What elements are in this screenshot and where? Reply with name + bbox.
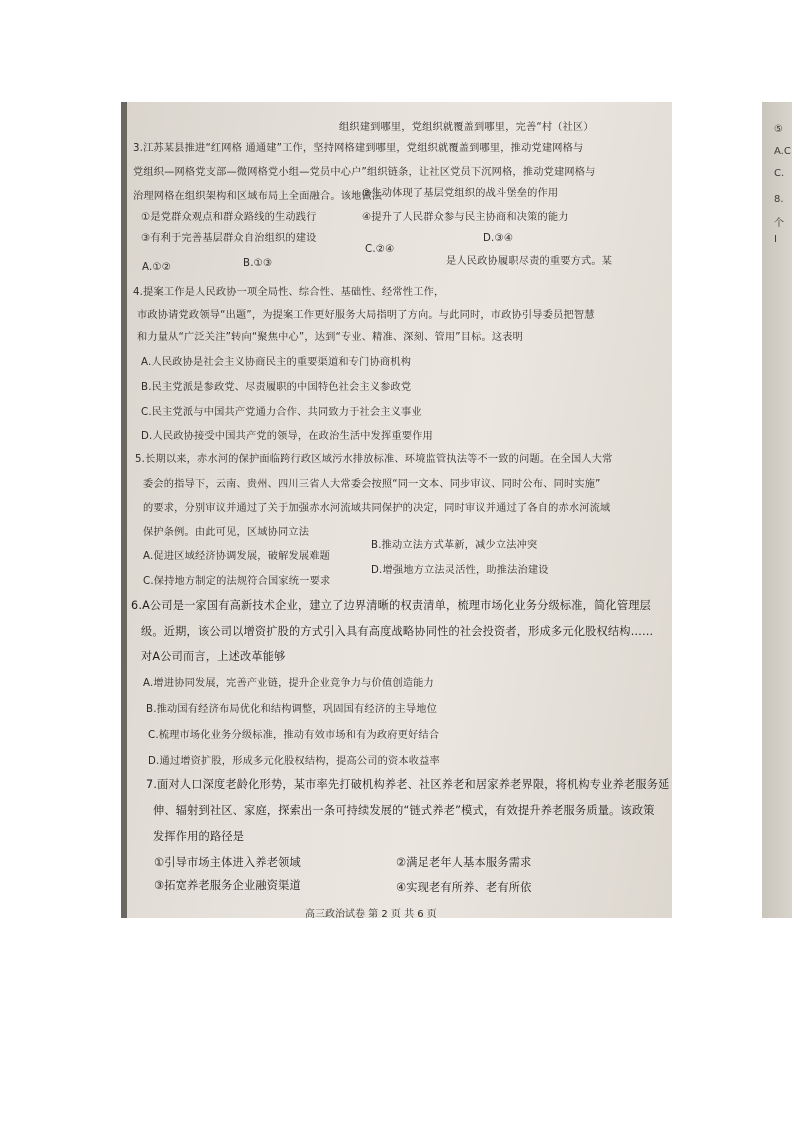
q4-line1-end: 是人民政协履职尽责的重要方式。某 <box>446 256 613 267</box>
q7-option-1: ①引导市场主体进入养老领域 <box>154 856 301 869</box>
page-footer: 高三政治试卷 第 2 页 共 6 页 <box>305 909 437 920</box>
q7-line2: 伸、辐射到社区、家庭，探索出一条可持续发展的“链式养老”模式，有效提升养老服务质量。该政策 <box>153 804 655 817</box>
q4-choice-a: A.人民政协是社会主义协商民主的重要渠道和专门协商机构 <box>141 357 412 368</box>
q3-choice-c: C.②④ <box>365 244 395 255</box>
bleed-text: ⑤ <box>774 124 783 135</box>
adjacent-page-strip <box>762 102 792 918</box>
q3-choice-d: D.③④ <box>483 233 514 244</box>
q7-option-3: ③拓宽养老服务企业融资渠道 <box>154 879 301 892</box>
q3-option-2: ②生动体现了基层党组织的战斗堡垒的作用 <box>362 188 559 199</box>
q4-choice-d: D.人民政协接受中国共产党的领导，在政治生活中发挥重要作用 <box>141 431 433 442</box>
q4-choice-b: B.民主党派是参政党、尽责履职的中国特色社会主义参政党 <box>141 382 412 393</box>
q5-choice-c: C.保持地方制定的法规符合国家统一要求 <box>143 576 331 587</box>
q7-option-4: ④实现老有所养、老有所依 <box>396 881 532 894</box>
q3-option-4: ④提升了人民群众参与民主协商和决策的能力 <box>362 212 569 223</box>
bleed-text: A.C <box>774 146 791 157</box>
q6-choice-c: C.梳理市场化业务分级标准，推动有效市场和有为政府更好结合 <box>148 730 440 741</box>
q3-choice-a: A.①② <box>142 262 172 273</box>
q3-option-1: ①是党群众观点和群众路线的生动践行 <box>141 212 317 223</box>
q4-line1: 4.提案工作是人民政协一项全局性、综合性、基础性、经常性工作， <box>133 287 445 298</box>
bleed-text: 8. <box>774 194 784 205</box>
q5-line3: 的要求，分别审议并通过了关于加强赤水河流域共同保护的决定，同时审议并通过了各自的赤水河流域 <box>143 503 611 514</box>
q3-line3: 治理网格在组织架构和区域布局上全面融合。该地做法 <box>133 191 383 202</box>
q3-line2: 党组织—网格党支部—微网格党小组—党员中心户”组织链条，让社区党员下沉网格，推动党建网格与 <box>133 167 596 178</box>
q5-line2: 委会的指导下，云南、贵州、四川三省人大常委会按照“同一文本、同步审议、同时公布、同时实施” <box>143 479 601 490</box>
q4-line3: 和力量从“广泛关注”转向“聚焦中心”，达到“专业、精准、深刻、管用”目标。这表明 <box>137 332 524 343</box>
q6-choice-d: D.通过增资扩股，形成多元化股权结构，提高公司的资本收益率 <box>148 756 440 767</box>
q6-line1: 6.A公司是一家国有高新技术企业，建立了边界清晰的权责清单，梳理市场化业务分级标准，简化管理层 <box>131 599 651 612</box>
q4-line2: 市政协请党政领导“出题”，为提案工作更好服务大局指明了方向。与此同时，市政协引导委员把智慧 <box>137 310 595 321</box>
q6-line2: 级。近期，该公司以增资扩股的方式引入具有高度战略协同性的社会投资者，形成多元化股权结构…… <box>141 625 654 638</box>
q3-choice-b: B.①③ <box>243 258 273 269</box>
q6-choice-a: A.增进协同发展，完善产业链，提升企业竞争力与价值创造能力 <box>143 678 434 689</box>
q7-line1: 7.面对人口深度老龄化形势，某市率先打破机构养老、社区养老和居家养老界限，将机构专业养老服务延 <box>146 778 670 791</box>
bleed-text: C. <box>774 168 785 179</box>
photographed-exam-page <box>121 102 791 920</box>
q7-option-2: ②满足老年人基本服务需求 <box>396 856 532 869</box>
q6-choice-b: B.推动国有经济布局优化和结构调整，巩固国有经济的主导地位 <box>146 704 438 715</box>
q5-line1: 5.长期以来，赤水河的保护面临跨行政区域污水排放标准、环境监管执法等不一致的问题。在全国人大常 <box>135 454 613 465</box>
q5-choice-a: A.促进区域经济协调发展，破解发展难题 <box>143 551 331 562</box>
q3-line1: 3.江苏某县推进“红网格 通通建”工作，坚持网格建到哪里，党组织就覆盖到哪里，推动党建网格与 <box>133 143 584 154</box>
bleed-text: I <box>774 234 777 245</box>
q3-option-3: ③有利于完善基层群众自治组织的建设 <box>141 233 317 244</box>
bleed-text: 个 <box>774 218 784 229</box>
q4-choice-c: C.民主党派与中国共产党通力合作、共同致力于社会主义事业 <box>141 407 422 418</box>
q6-line3: 对A公司而言，上述改革能够 <box>141 650 286 663</box>
q5-line4: 保护条例。由此可见，区域协同立法 <box>143 527 310 538</box>
top-line: 组织建到哪里，党组织就覆盖到哪里，完善“村（社区） <box>339 122 594 133</box>
q7-line3: 发挥作用的路径是 <box>153 830 245 843</box>
page-edge-shadow <box>121 102 127 918</box>
q5-choice-b: B.推动立法方式革新，减少立法冲突 <box>371 540 538 551</box>
q5-choice-d: D.增强地方立法灵活性，助推法治建设 <box>371 565 549 576</box>
